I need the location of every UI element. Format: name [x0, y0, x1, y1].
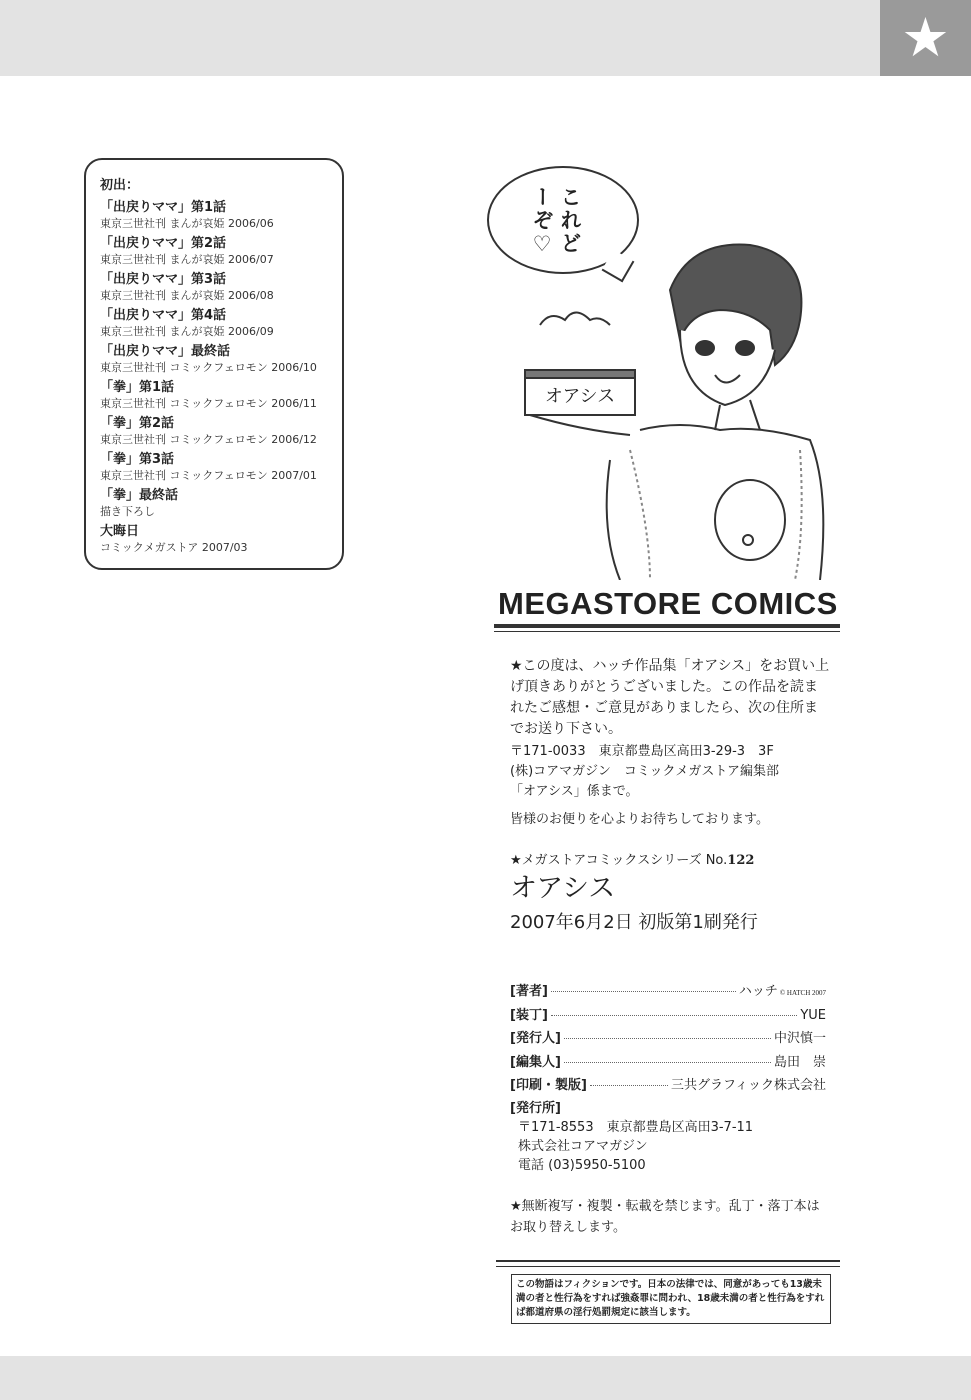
credit-name: 島田 崇: [773, 1054, 826, 1070]
publication-entry: [100, 379, 342, 411]
tissue-box-label: オアシス: [544, 386, 616, 407]
entry-title: 「出戻りママ」第1話: [100, 200, 227, 215]
credit-role: [編集人]: [510, 1054, 561, 1070]
publication-entry: [100, 451, 342, 483]
entry-source: 東京三世社刊 コミックフェロモン 2006/12: [100, 433, 317, 446]
entry-title: 「拳」第2話: [100, 416, 175, 431]
issuer-line: 電話 (03)5950-5100: [518, 1158, 646, 1173]
entry-title: 「出戻りママ」第2話: [100, 236, 227, 251]
issuer-line: 株式会社コアマガジン: [518, 1139, 648, 1154]
entry-source: 東京三世社刊 コミックフェロモン 2006/10: [100, 361, 317, 374]
entry-source: 描き下ろし: [100, 505, 155, 518]
copyright-notice: ★無断複写・複製・転載を禁じます。乱丁・落丁本はお取り替えします。: [510, 1199, 820, 1235]
publication-entry: [100, 343, 342, 375]
entry-source: 東京三世社刊 コミックフェロモン 2007/01: [100, 469, 317, 482]
address-line: (株)コアマガジン コミックメガストア編集部: [510, 764, 780, 779]
publication-entry: [100, 235, 342, 267]
credits-list: [510, 980, 826, 1098]
series-number: 122: [727, 853, 755, 868]
credit-row: [510, 980, 826, 1004]
issuer-role: [発行所]: [510, 1101, 561, 1116]
publication-entry: [100, 271, 342, 303]
entry-title: 「出戻りママ」最終話: [100, 344, 231, 359]
credit-role: [印刷・製版]: [510, 1078, 587, 1093]
entry-source: コミックメガストア 2007/03: [100, 541, 248, 554]
entry-source: 東京三世社刊 まんが哀姫 2006/09: [100, 325, 274, 338]
entry-title: 大晦日: [100, 524, 140, 539]
credit-role: [発行人]: [510, 1031, 561, 1046]
publication-entry: [100, 307, 342, 339]
bottom-banner: [0, 1356, 971, 1400]
leader-dots: [564, 1062, 771, 1063]
mailing-address: [510, 742, 779, 802]
entry-title: 「拳」第3話: [100, 452, 175, 467]
credit-name: 中沢慎一: [773, 1031, 826, 1046]
thanks-text: 皆様のお便りを心よりお待ちしております。: [510, 812, 769, 827]
speech-bubble-text: これどーぞ♡: [530, 186, 582, 258]
entry-title: 「出戻りママ」第3話: [100, 272, 227, 287]
publication-history-heading: 初出：: [100, 178, 140, 193]
divider: [496, 1260, 840, 1262]
credit-row: [510, 1027, 826, 1051]
credit-row: [510, 1074, 826, 1098]
entry-source: 東京三世社刊 まんが哀姫 2006/06: [100, 217, 274, 230]
address-line: 〒171-0033 東京都豊島区高田3-29-3 3F: [510, 744, 774, 759]
credit-name: 三共グラフィック株式会社: [671, 1078, 826, 1093]
credit-row: [510, 1051, 826, 1075]
credit-row: [510, 1004, 826, 1028]
entry-source: 東京三世社刊 コミックフェロモン 2006/11: [100, 397, 317, 410]
leader-dots: [590, 1085, 668, 1086]
credit-name: YUE: [800, 1007, 826, 1023]
issuer-block: [510, 1099, 753, 1175]
fiction-disclaimer: この物語はフィクションです。日本の法律では、同意があっても13歳未満の者と性行為をすれば強姦罪に問われ、18歳未満の者と性行為をすれば都道府県の淫行処罰規定に該当します。: [511, 1274, 831, 1324]
brand-logo: MEGASTORE COMICS: [498, 586, 838, 621]
publication-entry: [100, 415, 342, 447]
publication-history-box: [84, 158, 344, 570]
publication-entry: [100, 487, 342, 519]
credit-name: ハッチ: [738, 984, 778, 999]
credit-role: [装丁]: [510, 1007, 548, 1023]
book-title: オアシス: [510, 873, 616, 904]
top-banner: [0, 0, 880, 76]
divider: [496, 1266, 840, 1267]
publication-entry: [100, 199, 342, 231]
issuer-line: 〒171-8553 東京都豊島区高田3-7-11: [518, 1120, 754, 1135]
address-line: 「オアシス」係まで。: [510, 784, 639, 799]
character-illustration: [520, 230, 840, 580]
entry-source: 東京三世社刊 まんが哀姫 2006/08: [100, 289, 274, 302]
leader-dots: [551, 991, 736, 992]
star-icon: ★: [880, 0, 971, 76]
leader-dots: [564, 1038, 771, 1039]
entry-title: 「出戻りママ」第4話: [100, 308, 227, 323]
entry-title: 「拳」最終話: [100, 488, 179, 503]
copyright-mark: © HATCH 2007: [779, 989, 826, 997]
reader-message: ★この度は、ハッチ作品集「オアシス」をお買い上げ頂きありがとうございました。この作品を読まれたご感想・ご意見がありましたら、次の住所までお送り下さい。: [510, 658, 830, 737]
divider: [494, 631, 840, 632]
entry-title: 「拳」第1話: [100, 380, 175, 395]
entry-source: 東京三世社刊 まんが哀姫 2006/07: [100, 253, 274, 266]
publication-history-list: [100, 199, 342, 555]
divider: [494, 624, 840, 628]
credit-role: [著者]: [510, 984, 548, 999]
series-prefix: ★メガストアコミックスシリーズ No.: [510, 853, 728, 868]
publication-entry: [100, 523, 342, 555]
leader-dots: [551, 1015, 797, 1016]
publication-date: 2007年6月2日 初版第1刷発行: [510, 912, 758, 933]
